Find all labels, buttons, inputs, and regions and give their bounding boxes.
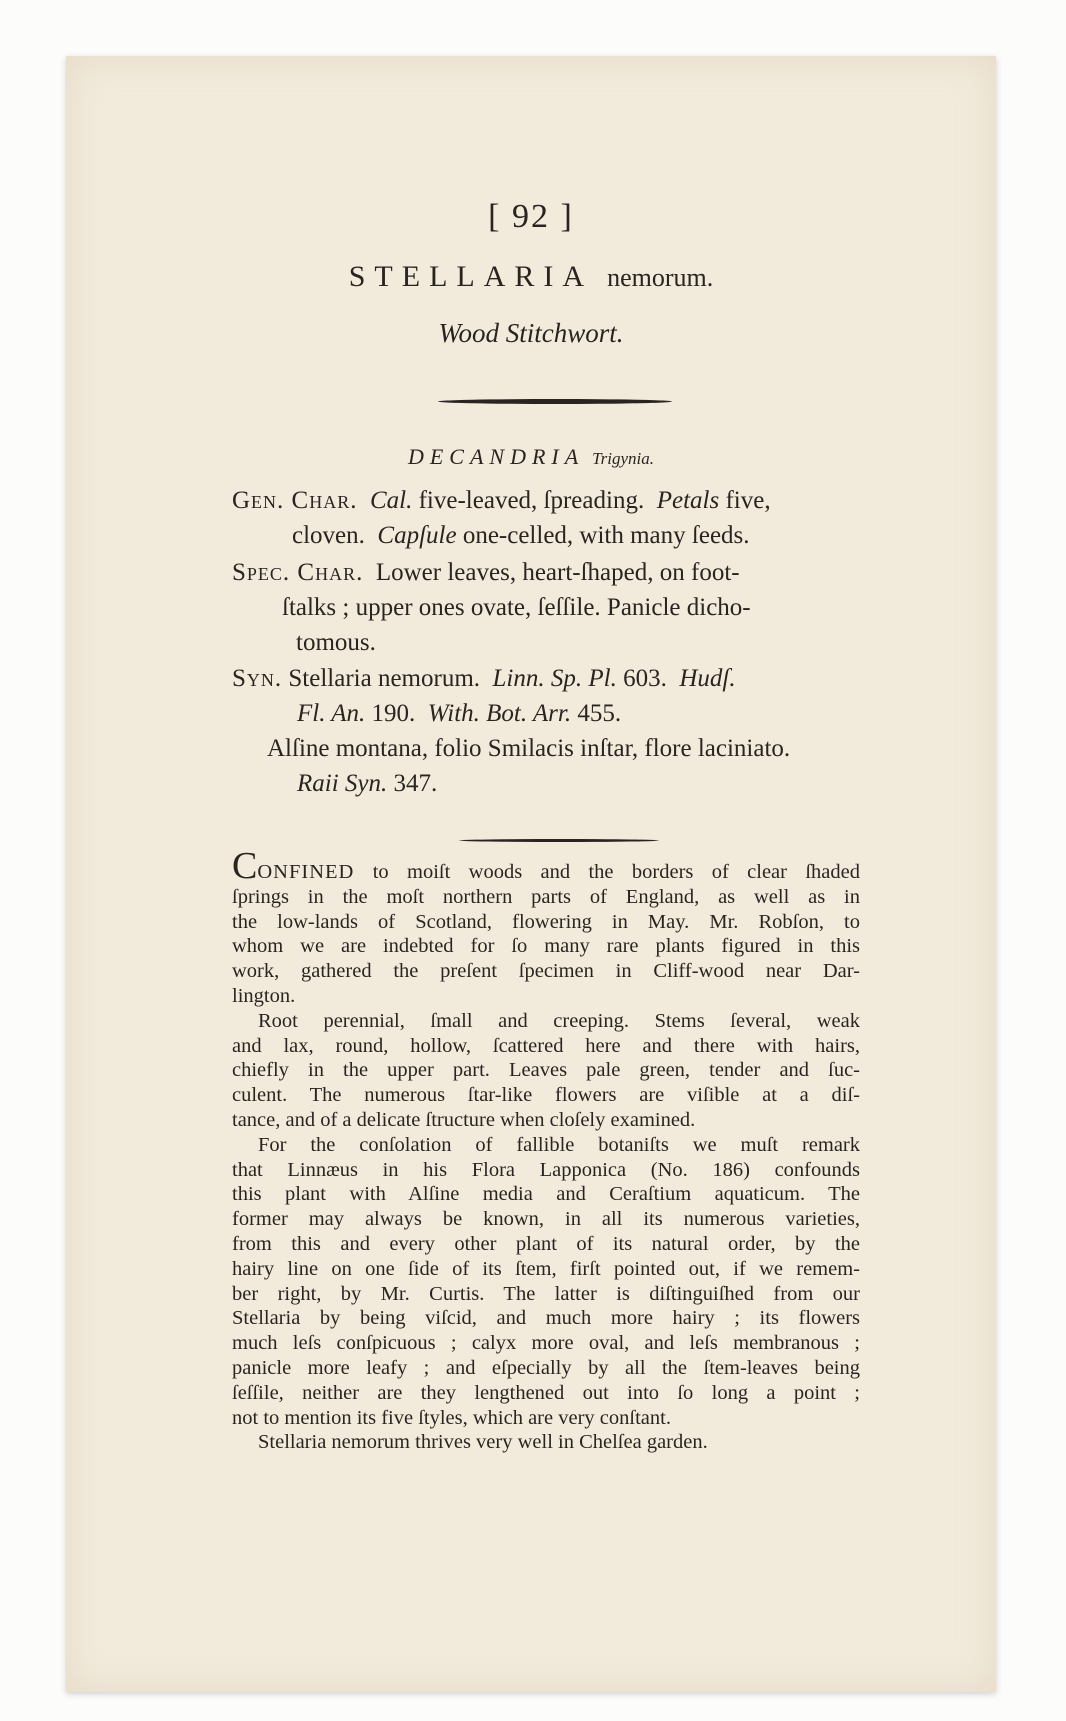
linnaean-class-line — [66, 444, 996, 470]
syn-ref-hudson: Hudſ. — [679, 665, 736, 692]
body-line: not to mention its five ſtyles, which are very conſtant. — [232, 1406, 671, 1429]
body-line: ber right, by Mr. Curtis. The latter is diſtinguiſhed from our — [232, 1282, 860, 1305]
body-line: culent. The numerous ſtar-like flowers are viſible at a diſ- — [232, 1084, 860, 1107]
synonymy-line-1 — [232, 661, 736, 696]
body-line: Root perennial, ſmall and creeping. Stems ſeveral, weak — [258, 1009, 860, 1032]
body-line — [232, 845, 860, 887]
cal-text: five-leaved, ſpreading. — [418, 487, 645, 514]
syn-ref-ray: Raii Syn. — [297, 770, 388, 797]
body-line: For the conſolation of fallible botaniſts we muſt remark — [258, 1133, 860, 1156]
synonymy-line-2 — [297, 696, 621, 731]
capsule-text: one-celled, with many ſeeds. — [462, 522, 750, 549]
body-opening-word: ONFINED — [257, 861, 355, 883]
drop-cap: C — [232, 845, 258, 887]
body-line: chiefly in the upper part. Leaves pale green, tender and ſuc- — [232, 1059, 860, 1082]
syn-ref-flora-anglica-page: 190. — [371, 700, 416, 727]
syn-ref-withering-page: 455. — [577, 700, 622, 727]
cal-label: Cal. — [369, 487, 413, 514]
species-epithet: nemorum. — [607, 263, 714, 292]
book-page — [66, 56, 996, 1692]
common-name: Wood Stitchwort. — [438, 318, 624, 348]
spec-char-label: Spec. Char. — [232, 559, 364, 586]
body-text-span: to moiſt woods and the borders of clear ſhaded — [372, 861, 860, 883]
body-line: and lax, round, hollow, ſcattered here and there with hairs, — [232, 1034, 860, 1057]
body-line: tance, and of a delicate ſtructure when cloſely examined. — [232, 1108, 696, 1131]
syn-ref-linnaeus-page: 603. — [623, 665, 667, 692]
petals-label: Petals — [656, 487, 720, 514]
plate-number: [ 92 ] — [488, 198, 574, 235]
specific-character-line-2: ſtalks ; upper ones ovate, ſeſſile. Panicle dicho- — [282, 594, 751, 621]
middle-divider-rule — [459, 839, 659, 842]
body-line: lington. — [232, 984, 296, 1007]
gen-char-cloven: cloven. — [292, 522, 365, 549]
specific-character-line-3: tomous. — [296, 629, 376, 656]
specific-character-line-1 — [232, 555, 740, 590]
body-line: the low-lands of Scotland, flowering in May. Mr. Robſon, to — [232, 910, 860, 933]
body-line: whom we are indebted for ſo many rare plants figured in this — [232, 935, 860, 958]
body-line: that Linnæus in his Flora Lapponica (No. 186) confounds — [232, 1158, 860, 1181]
body-line: Stellaria nemorum thrives very well in Chelſea garden. — [258, 1431, 708, 1454]
species-title — [66, 260, 996, 294]
body-line: this plant with Alſine media and Ceraſtium aquaticum. The — [232, 1183, 860, 1206]
syn-ref-withering: With. Bot. Arr. — [427, 700, 572, 727]
body-line: panicle more leafy ; and eſpecially by all the ſtem-leaves being — [232, 1356, 860, 1379]
body-line: hairy line on one ſide of its ſtem, firſt pointed out, if we remem- — [232, 1257, 860, 1280]
capsule-label: Capſule — [377, 522, 457, 549]
synonymy-line-4 — [297, 766, 437, 801]
gen-char-label: Gen. Char. — [232, 487, 358, 514]
top-divider-rule — [438, 399, 672, 404]
class-name: DECANDRIA — [407, 444, 585, 469]
syn-ref-linnaeus: Linn. Sp. Pl. — [492, 665, 617, 692]
syn-name: Stellaria nemorum. — [288, 665, 481, 692]
body-line: from this and every other plant of its natural order, by the — [232, 1232, 860, 1255]
syn-ref-ray-page: 347. — [393, 770, 438, 797]
syn-label: Syn. — [232, 665, 283, 692]
body-line: Stellaria by being viſcid, and much more hairy ; its flowers — [232, 1307, 860, 1330]
description-body — [232, 845, 860, 1455]
spec-char-text-1: Lower leaves, heart-ſhaped, on foot- — [375, 559, 740, 586]
body-line: former may always be known, in all its numerous varieties, — [232, 1208, 860, 1231]
genus-name: STELLARIA — [348, 260, 594, 293]
generic-character-line-2 — [292, 518, 750, 553]
petals-text: five, — [725, 487, 771, 514]
body-line: ſeſſile, neither are they lengthened out into ſo long a point ; — [232, 1381, 860, 1404]
body-line: ſprings in the moſt northern parts of England, as well as in — [232, 885, 860, 908]
syn-ref-flora-anglica: Fl. An. — [297, 700, 366, 727]
generic-character-line-1 — [232, 483, 771, 518]
body-line: work, gathered the preſent ſpecimen in Cliff-wood near Dar- — [232, 960, 860, 983]
order-name: Trigynia. — [592, 449, 655, 468]
body-line: much leſs conſpicuous ; calyx more oval, and leſs membranous ; — [232, 1332, 860, 1355]
synonymy-line-3: Alſine montana, folio Smilacis inſtar, flore laciniato. — [267, 735, 791, 762]
